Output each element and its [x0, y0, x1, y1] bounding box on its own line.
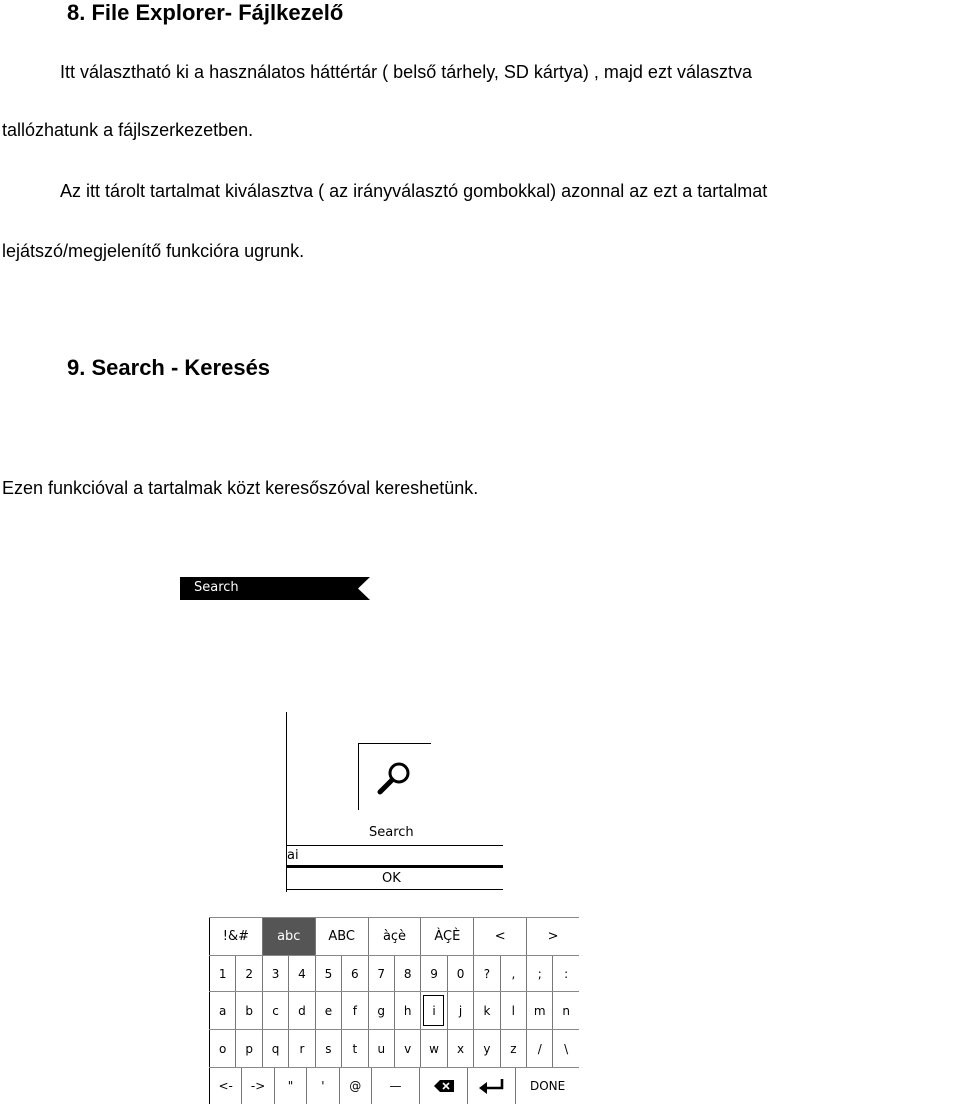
magnifier-icon	[375, 760, 415, 796]
tab-lowercase[interactable]: abc	[262, 918, 315, 955]
key[interactable]: a	[209, 992, 235, 1029]
keyboard-row-letters-1	[209, 992, 579, 1029]
key[interactable]: o	[209, 1030, 235, 1067]
key[interactable]: f	[341, 992, 367, 1029]
enter-key[interactable]	[467, 1068, 515, 1104]
key[interactable]: j	[447, 992, 473, 1029]
key[interactable]: 5	[315, 956, 341, 991]
key[interactable]: 3	[262, 956, 288, 991]
heading-text: File Explorer- Fájlkezelő	[91, 0, 344, 25]
key[interactable]: v	[394, 1030, 420, 1067]
keyboard-tab-row	[209, 918, 579, 955]
key[interactable]: ;	[526, 956, 552, 991]
heading-number: 9.	[67, 355, 86, 380]
search-icon-box	[358, 743, 431, 810]
keyboard-row-letters-2	[209, 1030, 579, 1067]
key[interactable]: q	[262, 1030, 288, 1067]
key[interactable]: 9	[420, 956, 446, 991]
search-tab-label: Search	[194, 580, 239, 595]
paragraph-line: Itt választható ki a használatos háttértár ( belső tárhely, SD kártya) , majd ezt választva	[60, 62, 752, 82]
key[interactable]: b	[235, 992, 261, 1029]
key[interactable]: g	[368, 992, 394, 1029]
key[interactable]: ?	[473, 956, 499, 991]
heading-text: Search - Keresés	[91, 355, 271, 380]
search-input[interactable]: ai	[287, 848, 299, 863]
backspace-icon	[434, 1080, 454, 1092]
tab-uppercase[interactable]: ABC	[315, 918, 368, 955]
section-heading-8	[67, 0, 343, 26]
on-screen-keyboard	[209, 917, 579, 1104]
previous-page-button[interactable]: <	[473, 918, 526, 955]
key[interactable]: t	[341, 1030, 367, 1067]
key[interactable]: 1	[209, 956, 235, 991]
key[interactable]: l	[500, 992, 526, 1029]
key[interactable]: '	[306, 1068, 338, 1104]
key[interactable]: 4	[288, 956, 314, 991]
space-key[interactable]: —	[371, 1068, 419, 1104]
tab-accented-upper[interactable]: ÀÇÈ	[420, 918, 473, 955]
keyboard-row-digits	[209, 956, 579, 991]
next-page-button[interactable]: >	[526, 918, 579, 955]
cursor-right-key[interactable]: ->	[241, 1068, 273, 1104]
paragraph-line: lejátszó/megjelenítő funkcióra ugrunk.	[2, 241, 305, 261]
key[interactable]: u	[368, 1030, 394, 1067]
key[interactable]: n	[552, 992, 578, 1029]
key[interactable]: k	[473, 992, 499, 1029]
key[interactable]: 2	[235, 956, 261, 991]
enter-icon	[479, 1078, 505, 1094]
paragraph-line: tallózhatunk a fájlszerkezetben.	[2, 120, 254, 140]
cursor-left-key[interactable]: <-	[209, 1068, 241, 1104]
key[interactable]: z	[500, 1030, 526, 1067]
key[interactable]: m	[526, 992, 552, 1029]
section-heading-9	[67, 355, 270, 381]
key[interactable]: h	[394, 992, 420, 1029]
key-highlighted[interactable]: i	[420, 992, 446, 1029]
key[interactable]: c	[262, 992, 288, 1029]
key[interactable]: y	[473, 1030, 499, 1067]
key[interactable]: \	[552, 1030, 578, 1067]
key[interactable]: 6	[341, 956, 367, 991]
key[interactable]: "	[274, 1068, 306, 1104]
key[interactable]: :	[552, 956, 578, 991]
dialog-title: Search	[369, 825, 414, 840]
divider	[287, 845, 503, 846]
search-tab	[180, 577, 370, 600]
key[interactable]: /	[526, 1030, 552, 1067]
keyboard-row-actions	[209, 1068, 579, 1104]
key[interactable]: p	[235, 1030, 261, 1067]
done-button[interactable]: DONE	[515, 1068, 579, 1104]
key[interactable]: 8	[394, 956, 420, 991]
paragraph-line: Az itt tárolt tartalmat kiválasztva ( az irányválasztó gombokkal) azonnal az ezt a tartalmat	[60, 181, 768, 201]
key[interactable]: 0	[447, 956, 473, 991]
paragraph-line: Ezen funkcióval a tartalmak közt keresőszóval kereshetünk.	[2, 478, 479, 498]
key[interactable]: 7	[368, 956, 394, 991]
heading-number: 8.	[67, 0, 86, 25]
key[interactable]: e	[315, 992, 341, 1029]
key[interactable]: ,	[500, 956, 526, 991]
key[interactable]: w	[420, 1030, 446, 1067]
key[interactable]: x	[447, 1030, 473, 1067]
ok-button[interactable]: OK	[382, 871, 401, 886]
backspace-key[interactable]	[419, 1068, 467, 1104]
input-underline	[287, 865, 503, 868]
key[interactable]: d	[288, 992, 314, 1029]
key[interactable]: s	[315, 1030, 341, 1067]
divider	[287, 889, 503, 890]
key[interactable]: r	[288, 1030, 314, 1067]
key[interactable]: @	[339, 1068, 371, 1104]
tab-symbols[interactable]: !&#	[209, 918, 262, 955]
tab-accented-lower[interactable]: àçè	[368, 918, 421, 955]
